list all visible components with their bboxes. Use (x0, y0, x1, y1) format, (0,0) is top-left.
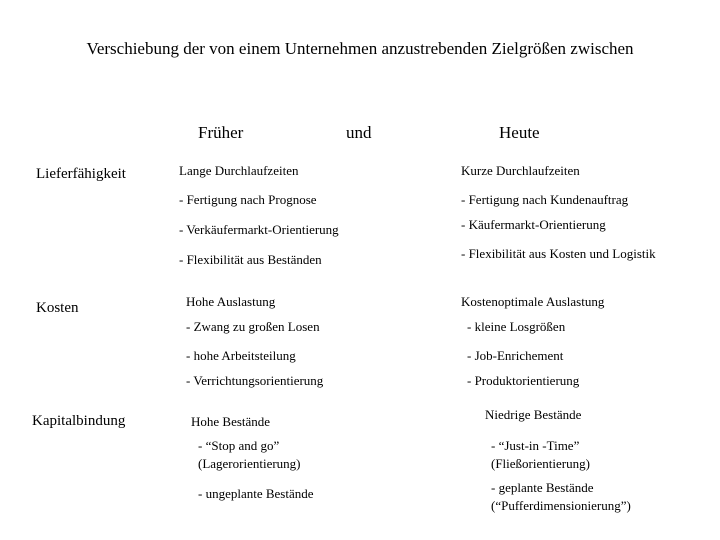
kapitalbindung-heute-item: Niedrige Bestände (485, 407, 582, 422)
kapitalbindung-frueher-item: (Lagerorientierung) (198, 456, 301, 471)
lieferfaehigkeit-heute-item: - Käufermarkt-Orientierung (461, 217, 606, 232)
column-header-frueher: Früher (198, 123, 244, 142)
kosten-frueher-item: Hohe Auslastung (186, 294, 276, 309)
page-title: Verschiebung der von einem Unternehmen anzustrebenden Zielgrößen zwischen (86, 39, 634, 58)
lieferfaehigkeit-frueher-item: - Fertigung nach Prognose (179, 192, 317, 207)
kapitalbindung-heute-item: - geplante Bestände (491, 480, 594, 495)
column-header-heute: Heute (499, 123, 540, 142)
kosten-frueher-item: - Zwang zu großen Losen (186, 319, 320, 334)
kosten-frueher-item: - Verrichtungsorientierung (186, 373, 324, 388)
category-kosten: Kosten (36, 300, 79, 316)
category-lieferfaehigkeit: Lieferfähigkeit (36, 166, 126, 182)
kapitalbindung-frueher-item: Hohe Bestände (191, 414, 271, 429)
kosten-heute-item: - Produktorientierung (467, 373, 580, 388)
kosten-frueher-item: - hohe Arbeitsteilung (186, 348, 296, 363)
lieferfaehigkeit-heute-item: Kurze Durchlaufzeiten (461, 163, 580, 178)
lieferfaehigkeit-frueher-item: - Verkäufermarkt-Orientierung (179, 222, 339, 237)
kapitalbindung-heute-item: (“Pufferdimensionierung”) (491, 498, 631, 513)
kosten-heute-item: Kostenoptimale Auslastung (461, 294, 605, 309)
column-header-und: und (346, 123, 372, 142)
kapitalbindung-heute-item: - “Just-in -Time” (491, 438, 580, 453)
lieferfaehigkeit-frueher-item: - Flexibilität aus Beständen (179, 252, 322, 267)
lieferfaehigkeit-frueher-item: Lange Durchlaufzeiten (179, 163, 299, 178)
kapitalbindung-frueher-item: - “Stop and go” (198, 438, 280, 453)
lieferfaehigkeit-heute-item: - Flexibilität aus Kosten und Logistik (461, 246, 656, 261)
lieferfaehigkeit-heute-item: - Fertigung nach Kundenauftrag (461, 192, 629, 207)
kapitalbindung-heute-item: (Fließorientierung) (491, 456, 590, 471)
category-kapitalbindung: Kapitalbindung (32, 413, 126, 429)
kosten-heute-item: - Job-Enrichement (467, 348, 564, 363)
kapitalbindung-frueher-item: - ungeplante Bestände (198, 486, 314, 501)
kosten-heute-item: - kleine Losgrößen (467, 319, 566, 334)
